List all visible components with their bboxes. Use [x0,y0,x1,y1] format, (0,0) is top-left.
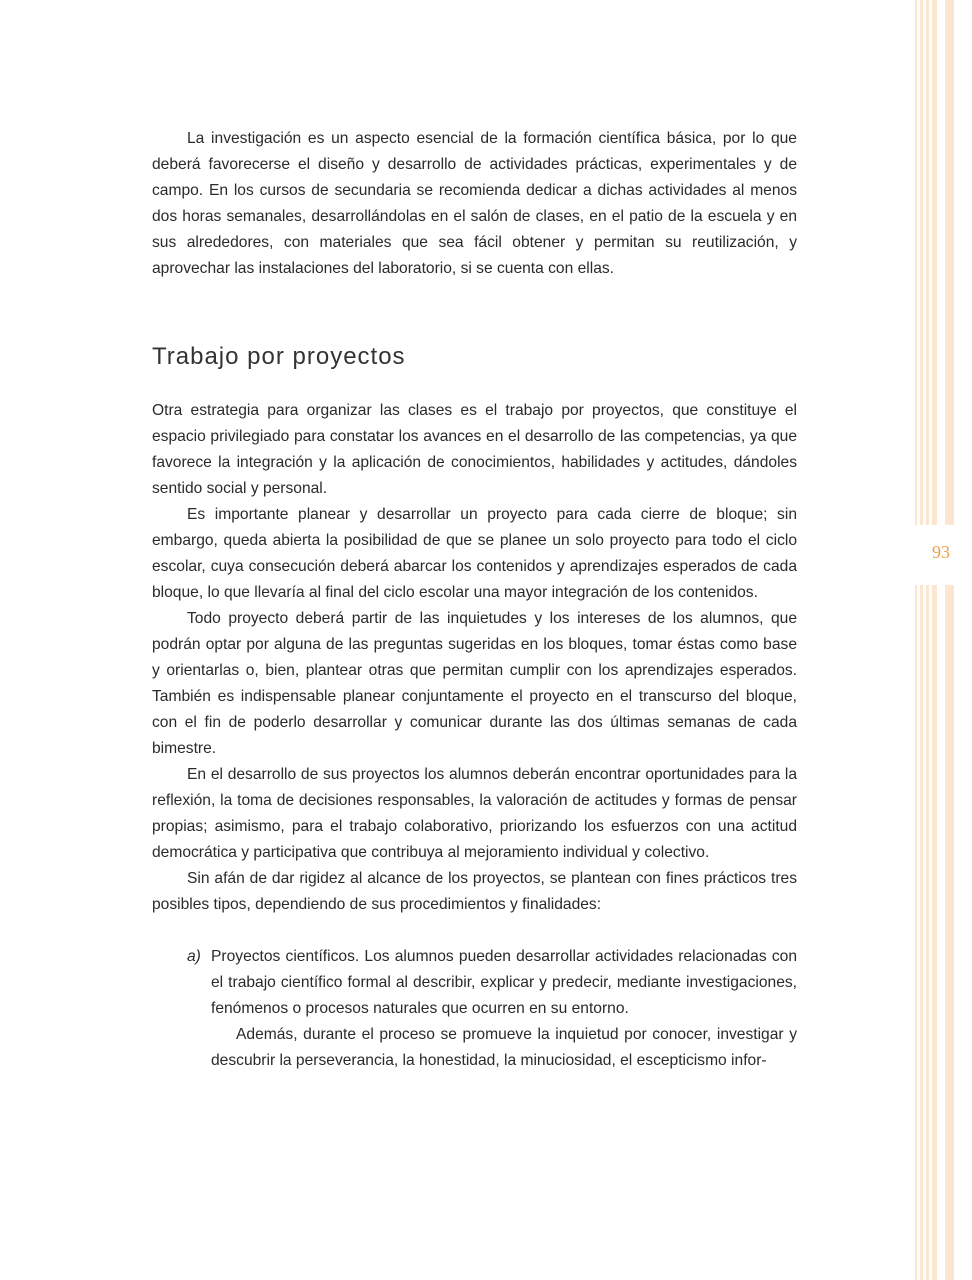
paragraph: Otra estrategia para organizar las clases es el trabajo por proyectos, que constituye el espacio privilegiado para constatar los avances en el desarrollo de las competencias, ya que favorece la integración y la aplicación de conocimientos, habilidades y actitudes, dándoles sentido social y personal. [152,402,797,497]
list-item-continuation: Además, durante el proceso se promueve la inquietud por conocer, investigar y descubrir la perseverancia, la honestidad, la minuciosidad, el escepticismo infor- [211,1026,797,1069]
list-item [152,944,797,1074]
page-number: 93 [932,542,950,562]
list-item-label: a) [187,948,201,965]
intro-paragraph: La investigación es un aspecto esencial de la formación científica básica, por lo que deberá favorecerse el diseño y desarrollo de actividades prácticas, experimentales y de campo. En los cursos de secundaria se recomienda dedicar a dichas actividades al menos dos horas semanales, desarrollándolas en el salón de clases, en el patio de la escuela y en sus alrededores, con materiales que sea fácil obtener y permitan su reutilización, y aprovechar las instalaciones del laboratorio, si se cuenta con ellas. [152,130,797,277]
decorative-stripes-bottom [912,585,972,1280]
list-item-text: Proyectos científicos. Los alumnos pueden desarrollar actividades relacionadas con el trabajo científico formal al describir, explicar y predecir, mediante investigaciones, fenómenos o procesos naturales que ocurren en su entorno. [211,948,797,1017]
paragraph: En el desarrollo de sus proyectos los alumnos deberán encontrar oportunidades para la reflexión, la toma de decisiones responsables, la valoración de actitudes y formas de pensar propias; asimismo, para el trabajo colaborativo, priorizando los esfuerzos con una actitud democrática y participativa que contribuya al mejoramiento individual y colectivo. [152,766,797,861]
section-heading: Trabajo por proyectos [152,343,406,370]
paragraph: Sin afán de dar rigidez al alcance de los proyectos, se plantean con fines prácticos tres posibles tipos, dependiendo de sus procedimientos y finalidades: [152,870,797,913]
paragraph: Todo proyecto deberá partir de las inquietudes y los intereses de los alumnos, que podrán optar por alguna de las preguntas sugeridas en los bloques, tomar éstas como base y orientarlas o, bien, plantear otras que permitan cumplir con los aprendizajes esperados. También es indispensable planear conjuntamente el proyecto en el transcurso del bloque, con el fin de poderlo desarrollar y comunicar durante las dos últimas semanas de cada bimestre. [152,610,797,757]
decorative-stripes-top [912,0,972,525]
body-text [152,126,797,1074]
paragraph: Es importante planear y desarrollar un proyecto para cada cierre de bloque; sin embargo, queda abierta la posibilidad de que se planee un solo proyecto para todo el ciclo escolar, cuya consecución deberá abarcar los contenidos y aprendizajes esperados de cada bloque, lo que llevaría al final del ciclo escolar una mayor integración de los contenidos. [152,506,797,601]
